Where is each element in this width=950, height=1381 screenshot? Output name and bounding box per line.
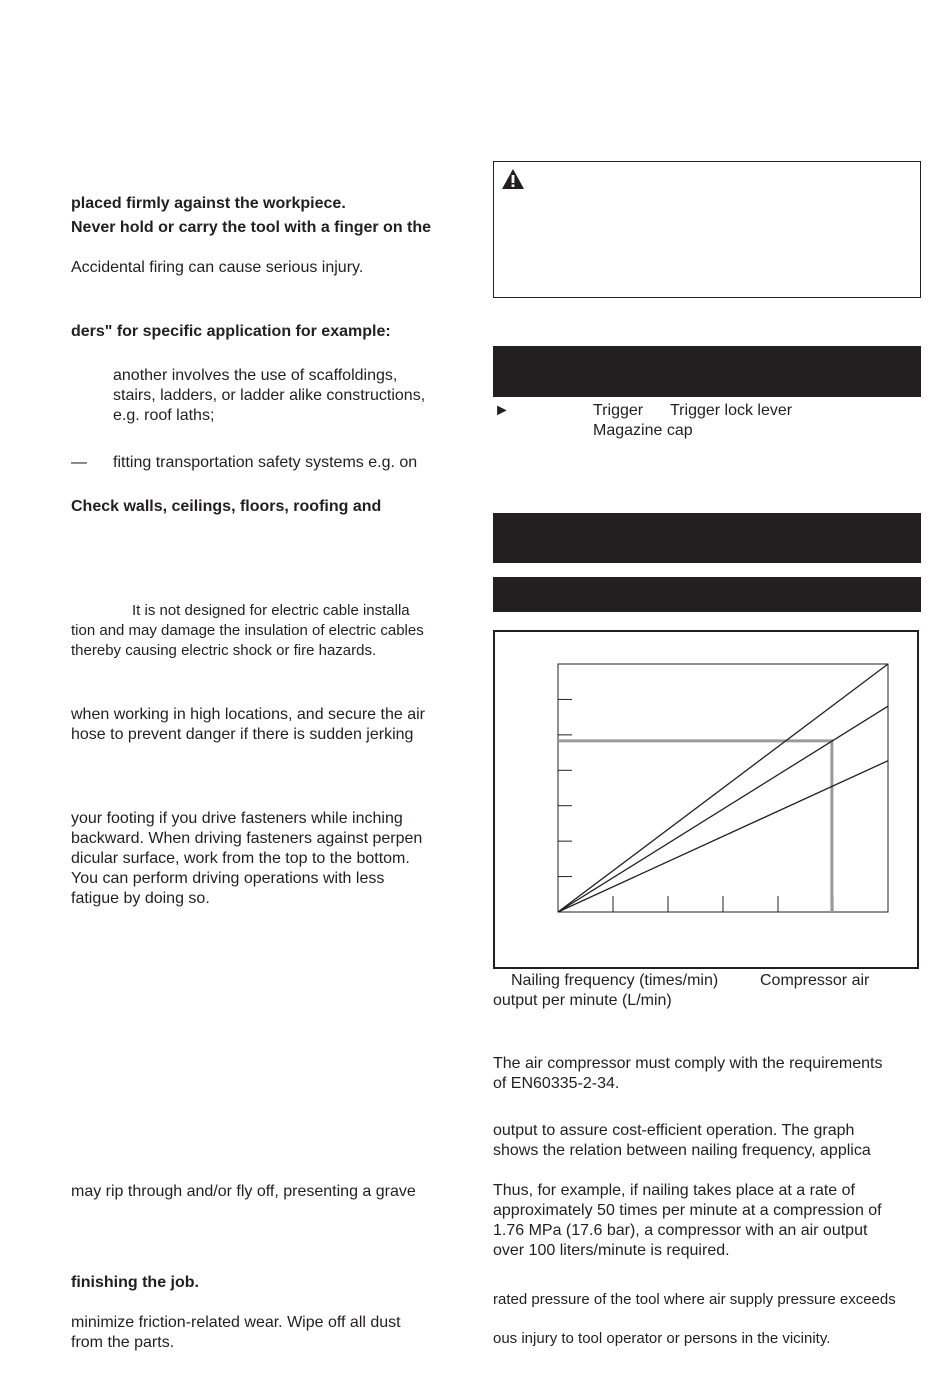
series-line-2 bbox=[558, 706, 888, 912]
left-text-line: backward. When driving fasteners against perpen bbox=[71, 830, 423, 847]
list-dash: — bbox=[71, 454, 87, 471]
left-text-line: Never hold or carry the tool with a finger on the bbox=[71, 219, 432, 236]
left-text-line: Check walls, ceilings, floors, roofing and bbox=[71, 498, 382, 515]
left-text-line: Accidental firing can cause serious injury. bbox=[71, 259, 364, 276]
left-text-line: hose to prevent danger if there is sudden jerking bbox=[71, 726, 414, 743]
chart-caption: Compressor air bbox=[760, 972, 870, 989]
callout-trigger-lock: Trigger lock lever bbox=[670, 402, 793, 419]
left-text-line: another involves the use of scaffoldings, bbox=[113, 367, 398, 384]
right-text-line: shows the relation between nailing frequency, applica bbox=[493, 1142, 871, 1159]
callout-trigger: Trigger bbox=[593, 402, 644, 419]
section-heading-bar bbox=[493, 513, 921, 563]
chart-caption: Nailing frequency (times/min) bbox=[511, 972, 719, 989]
left-text-line: dicular surface, work from the top to the bottom. bbox=[71, 850, 410, 867]
series-line-1 bbox=[558, 664, 888, 912]
right-text-line: 1.76 MPa (17.6 bar), a compressor with an air output bbox=[493, 1222, 868, 1239]
left-text-line: finishing the job. bbox=[71, 1274, 199, 1291]
right-text-line: output to assure cost-efficient operation. The graph bbox=[493, 1122, 855, 1139]
left-text-line: tion and may damage the insulation of electric cables bbox=[71, 622, 424, 639]
warning-box bbox=[493, 161, 921, 298]
left-text-line: your footing if you drive fasteners while inching bbox=[71, 810, 403, 827]
left-text-line: minimize friction-related wear. Wipe off all dust bbox=[71, 1314, 401, 1331]
right-text-line: rated pressure of the tool where air supply pressure exceeds bbox=[493, 1291, 896, 1308]
right-text-line: Thus, for example, if nailing takes place at a rate of bbox=[493, 1182, 855, 1199]
left-text-line: from the parts. bbox=[71, 1334, 175, 1351]
air-consumption-chart bbox=[495, 632, 917, 967]
section-heading-bar bbox=[493, 346, 921, 397]
left-text-line: placed firmly against the workpiece. bbox=[71, 195, 346, 212]
left-text-line: e.g. roof laths; bbox=[113, 407, 215, 424]
left-text-line: ders" for specific application for example: bbox=[71, 323, 391, 340]
subsection-heading-bar bbox=[493, 577, 921, 612]
right-text-line: The air compressor must comply with the requirements bbox=[493, 1055, 883, 1072]
right-text-line: approximately 50 times per minute at a compression of bbox=[493, 1202, 882, 1219]
figure-marker: ► bbox=[494, 402, 510, 419]
warning-triangle-icon bbox=[501, 168, 525, 190]
left-text-line: You can perform driving operations with less bbox=[71, 870, 385, 887]
left-text-line: stairs, ladders, or ladder alike constructions, bbox=[113, 387, 426, 404]
right-text-line: over 100 liters/minute is required. bbox=[493, 1242, 730, 1259]
left-text-line: may rip through and/or fly off, presenting a grave bbox=[71, 1183, 416, 1200]
right-text-line: of EN60335-2-34. bbox=[493, 1075, 620, 1092]
series-line-3 bbox=[558, 761, 888, 912]
callout-magazine-cap: Magazine cap bbox=[593, 422, 693, 439]
left-text-line: thereby causing electric shock or fire hazards. bbox=[71, 642, 377, 659]
chart-frame bbox=[493, 630, 919, 969]
chart-caption: output per minute (L/min) bbox=[493, 992, 672, 1009]
left-text-line: It is not designed for electric cable installa bbox=[132, 602, 410, 619]
left-text-line: when working in high locations, and secure the air bbox=[71, 706, 425, 723]
right-text-line: ous injury to tool operator or persons in the vicinity. bbox=[493, 1330, 831, 1347]
left-text-line: fatigue by doing so. bbox=[71, 890, 210, 907]
left-text-line: fitting transportation safety systems e.g. on bbox=[113, 454, 418, 471]
